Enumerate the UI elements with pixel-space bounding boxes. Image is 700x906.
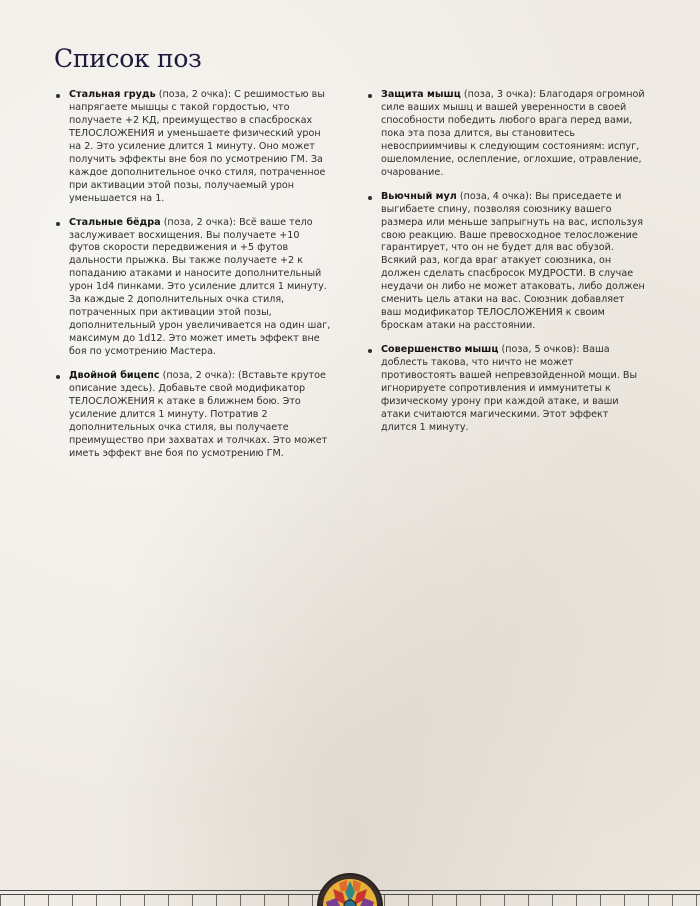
pose-text: Вы приседаете и выгибаете спину, позволяя союзнику вашего размера или меньше запрыгнуть на вас, используя свою реакцию. Ваше превосходное телосложение гарантирует, что он не будет для вас обузой. Всякий раз, когда враг атакует союзника, он должен сделать спасбросок МУДРОСТИ. В случае неудачи он либо не может атаковать, либо должен сменить цель атаки на вас. Союзник добавляет ваш модификатор ТЕЛОСЛОЖЕНИЯ к своим броскам атаки на расстоянии. [381,190,645,332]
pose-text: Благодаря огромной силе ваших мышц и вашей уверенности в своей способности победить любого врага перед вами, пока эта поза длится, вы становитесь невосприимчивы к следующим состояниям: испуг, ошеломление, ослепление, оглохшие, отравление, очарование. [381,89,645,178]
pose-name: Вьючный мул [381,190,457,202]
list-item [367,191,647,333]
pose-name: Двойной бицепс [69,370,160,382]
pose-list-left [55,89,333,461]
pose-text: С решимостью вы напрягаете мышцы с такой гордостью, что получаете +2 КД, преимущество в спасбросках ТЕЛОСЛОЖЕНИЯ и уменьшаете физический урон на 2. Это усиление длится 1 минуту. Оно может получить эффекты вне боя по усмотрению ГМ. За каждое дополнительное очко стиля, потраченное при активации этой позы, получаемый урон уменьшается на 1. [69,89,326,204]
page-title: Список поз [54,44,202,73]
left-column [55,89,333,472]
pose-name: Стальные бёдра [69,216,161,228]
pose-meta: (поза, 2 очка): [158,89,232,100]
right-column [367,89,647,446]
pose-meta: (поза, 3 очка): [463,89,537,100]
pose-meta: (поза, 4 очка): [459,190,533,202]
list-item [55,89,333,206]
pose-name: Совершенство мышц [381,344,499,356]
list-item [367,89,647,180]
pose-text: (Вставьте крутое описание здесь). Добавьте свой модификатор ТЕЛОСЛОЖЕНИЯ к атаке в ближнем бою. Это усиление длится 1 минуту. Потратив 2 дополнительных очка стиля, вы получаете преимущество при захватах и толчках. Это может иметь эффект вне боя по усмотрению ГМ. [69,370,328,459]
pose-text: Всё ваше тело заслуживает восхищения. Вы получаете +10 футов скорости передвижения и +5 футов дальности прыжка. Вы также получаете +2 к попаданию атаками и наносите дополнительный урон 1d4 пинками. Это усиление длится 1 минуту. За каждые 2 дополнительных очка стиля, потраченных при активации этой позы, дополнительный урон увеличивается на один шаг, максимум до 1d12. Это может иметь эффект вне боя по усмотрению Мастера. [69,216,331,358]
pose-meta: (поза, 5 очков): [501,344,580,356]
pose-meta: (поза, 2 очка): [163,216,236,228]
pose-list-right [367,89,647,435]
pose-name: Стальная грудь [69,89,156,100]
pose-meta: (поза, 2 очка): [162,370,235,382]
pose-text: Ваша доблесть такова, что ничто не может противостоять вашей непревзойденной мощи. Вы игнорируете сопротивления и иммунитеты к физическому урону при каждой атаке, и ваши атаки считаются магическими. Этот эффект длится 1 минуту. [381,344,638,433]
pose-name: Защита мышц [381,89,461,100]
list-item [55,217,333,359]
emblem-icon [316,872,384,906]
list-item [367,344,647,435]
list-item [55,370,333,461]
